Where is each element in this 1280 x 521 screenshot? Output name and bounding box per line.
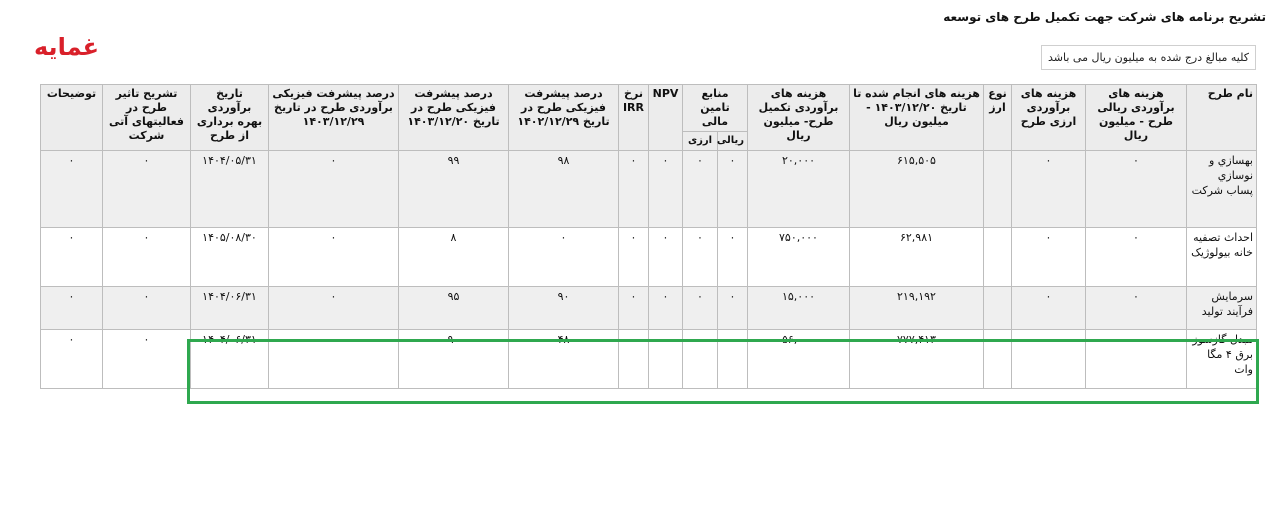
cell-notes: ۰ — [41, 287, 103, 330]
cell-op-date: ۱۴۰۴/۰۶/۳۱ — [191, 287, 269, 330]
cell-fx-cost: ۰ — [1012, 228, 1086, 287]
projects-table — [40, 84, 1257, 389]
header-fx-cost: هزینه های برآوردی ارزی طرح — [1012, 85, 1086, 151]
company-symbol: غمایه — [34, 33, 100, 61]
currency-note: کلیه مبالغ درج شده به میلیون ریال می باشد — [1041, 45, 1256, 70]
cell-finance-fx: ۰ — [683, 228, 718, 287]
cell-irr: ۰ — [619, 287, 649, 330]
cell-progress-1: ۰ — [509, 228, 619, 287]
header-finance-fx: ارزی — [683, 132, 718, 151]
cell-fx-cost: ۰ — [1012, 330, 1086, 389]
cell-spent: ۲۱۹,۱۹۲ — [850, 287, 984, 330]
cell-fx-type — [984, 151, 1012, 228]
cell-finance-rial: ۰ — [718, 330, 748, 389]
header-progress-1: درصد پیشرفت فیزیکی طرح در تاریخ ۱۴۰۲/۱۲/۲۹ — [509, 85, 619, 151]
cell-impact: ۰ — [103, 151, 191, 228]
cell-spent: ۶۲,۹۸۱ — [850, 228, 984, 287]
cell-progress-2: ۹۵ — [399, 287, 509, 330]
cell-name: بهسازي و نوسازي پساب شرکت — [1187, 151, 1257, 228]
cell-complete-cost: ۲۰,۰۰۰ — [748, 151, 850, 228]
cell-finance-fx: ۰ — [683, 151, 718, 228]
cell-notes: ۰ — [41, 330, 103, 389]
cell-rial-cost: ۰ — [1086, 330, 1187, 389]
header-name: نام طرح — [1187, 85, 1257, 151]
header-irr: نرخ IRR — [619, 85, 649, 151]
cell-progress-2: ۹۰ — [399, 330, 509, 389]
cell-fx-type — [984, 228, 1012, 287]
cell-impact: ۰ — [103, 228, 191, 287]
cell-progress-3: ۰ — [269, 151, 399, 228]
header-finance: منابع تامین مالی — [683, 85, 748, 132]
cell-npv: ۰ — [649, 151, 683, 228]
cell-fx-cost: ۰ — [1012, 151, 1086, 228]
cell-op-date: ۱۴۰۵/۰۸/۳۰ — [191, 228, 269, 287]
cell-fx-type — [984, 330, 1012, 389]
cell-complete-cost: ۵۶,۰۰۰ — [748, 330, 850, 389]
cell-progress-1: ۴۸ — [509, 330, 619, 389]
header-progress-2: درصد پیشرفت فیزیکی طرح در تاریخ ۱۴۰۳/۱۲/۲۰ — [399, 85, 509, 151]
cell-op-date: ۱۴۰۴/۰۵/۳۱ — [191, 151, 269, 228]
cell-complete-cost: ۷۵۰,۰۰۰ — [748, 228, 850, 287]
cell-finance-rial: ۰ — [718, 151, 748, 228]
page-title: تشریح برنامه های شرکت جهت تکمیل طرح های توسعه — [943, 10, 1266, 24]
cell-finance-fx: ۰ — [683, 330, 718, 389]
header-impact: تشریح تاثیر طرح در فعالیتهای آتی شرکت — [103, 85, 191, 151]
cell-irr: ۰ — [619, 330, 649, 389]
cell-notes: ۰ — [41, 151, 103, 228]
cell-progress-3: ۰ — [269, 287, 399, 330]
cell-name: مبدل گازسوز برق ۴ مگا وات — [1187, 330, 1257, 389]
cell-fx-cost: ۰ — [1012, 287, 1086, 330]
cell-rial-cost: ۰ — [1086, 228, 1187, 287]
header-finance-rial: ریالی — [718, 132, 748, 151]
cell-progress-2: ۹۹ — [399, 151, 509, 228]
cell-complete-cost: ۱۵,۰۰۰ — [748, 287, 850, 330]
cell-progress-3: ۰ — [269, 330, 399, 389]
cell-impact: ۰ — [103, 330, 191, 389]
cell-rial-cost: ۰ — [1086, 287, 1187, 330]
cell-progress-2: ۸ — [399, 228, 509, 287]
table-row — [41, 151, 1257, 228]
cell-progress-1: ۹۸ — [509, 151, 619, 228]
cell-finance-rial: ۰ — [718, 228, 748, 287]
header-spent: هزینه های انجام شده تا تاریخ ۱۴۰۳/۱۲/۲۰ - میلیون ریال — [850, 85, 984, 151]
cell-progress-3: ۰ — [269, 228, 399, 287]
cell-irr: ۰ — [619, 151, 649, 228]
header-fx-type: نوع ارز — [984, 85, 1012, 151]
cell-spent: ۶۱۵,۵۰۵ — [850, 151, 984, 228]
cell-spent: ۷۷۷,۴۱۳ — [850, 330, 984, 389]
cell-impact: ۰ — [103, 287, 191, 330]
header-npv: NPV — [649, 85, 683, 151]
header-op-date: تاریخ برآوردی بهره برداری از طرح — [191, 85, 269, 151]
cell-name: احداث تصفیه خانه بیولوژیک — [1187, 228, 1257, 287]
cell-finance-fx: ۰ — [683, 287, 718, 330]
table-row — [41, 287, 1257, 330]
cell-name: سرمایش فرآیند تولید — [1187, 287, 1257, 330]
header-notes: توضیحات — [41, 85, 103, 151]
header-complete-cost: هزینه های برآوردی تکمیل طرح- میلیون ریال — [748, 85, 850, 151]
cell-finance-rial: ۰ — [718, 287, 748, 330]
cell-fx-type — [984, 287, 1012, 330]
table-row — [41, 330, 1257, 389]
header-progress-3: درصد پیشرفت فیزیکی برآوردی طرح در تاریخ ۱۴۰۳/۱۲/۲۹ — [269, 85, 399, 151]
cell-npv: ۰ — [649, 287, 683, 330]
header-rial-cost: هزینه های برآوردی ریالی طرح - میلیون ریال — [1086, 85, 1187, 151]
cell-notes: ۰ — [41, 228, 103, 287]
cell-rial-cost: ۰ — [1086, 151, 1187, 228]
cell-progress-1: ۹۰ — [509, 287, 619, 330]
table-row — [41, 228, 1257, 287]
cell-npv: ۰ — [649, 228, 683, 287]
cell-op-date: ۱۴۰۴/۰۶/۳۱ — [191, 330, 269, 389]
cell-irr: ۰ — [619, 228, 649, 287]
cell-npv: ۰ — [649, 330, 683, 389]
